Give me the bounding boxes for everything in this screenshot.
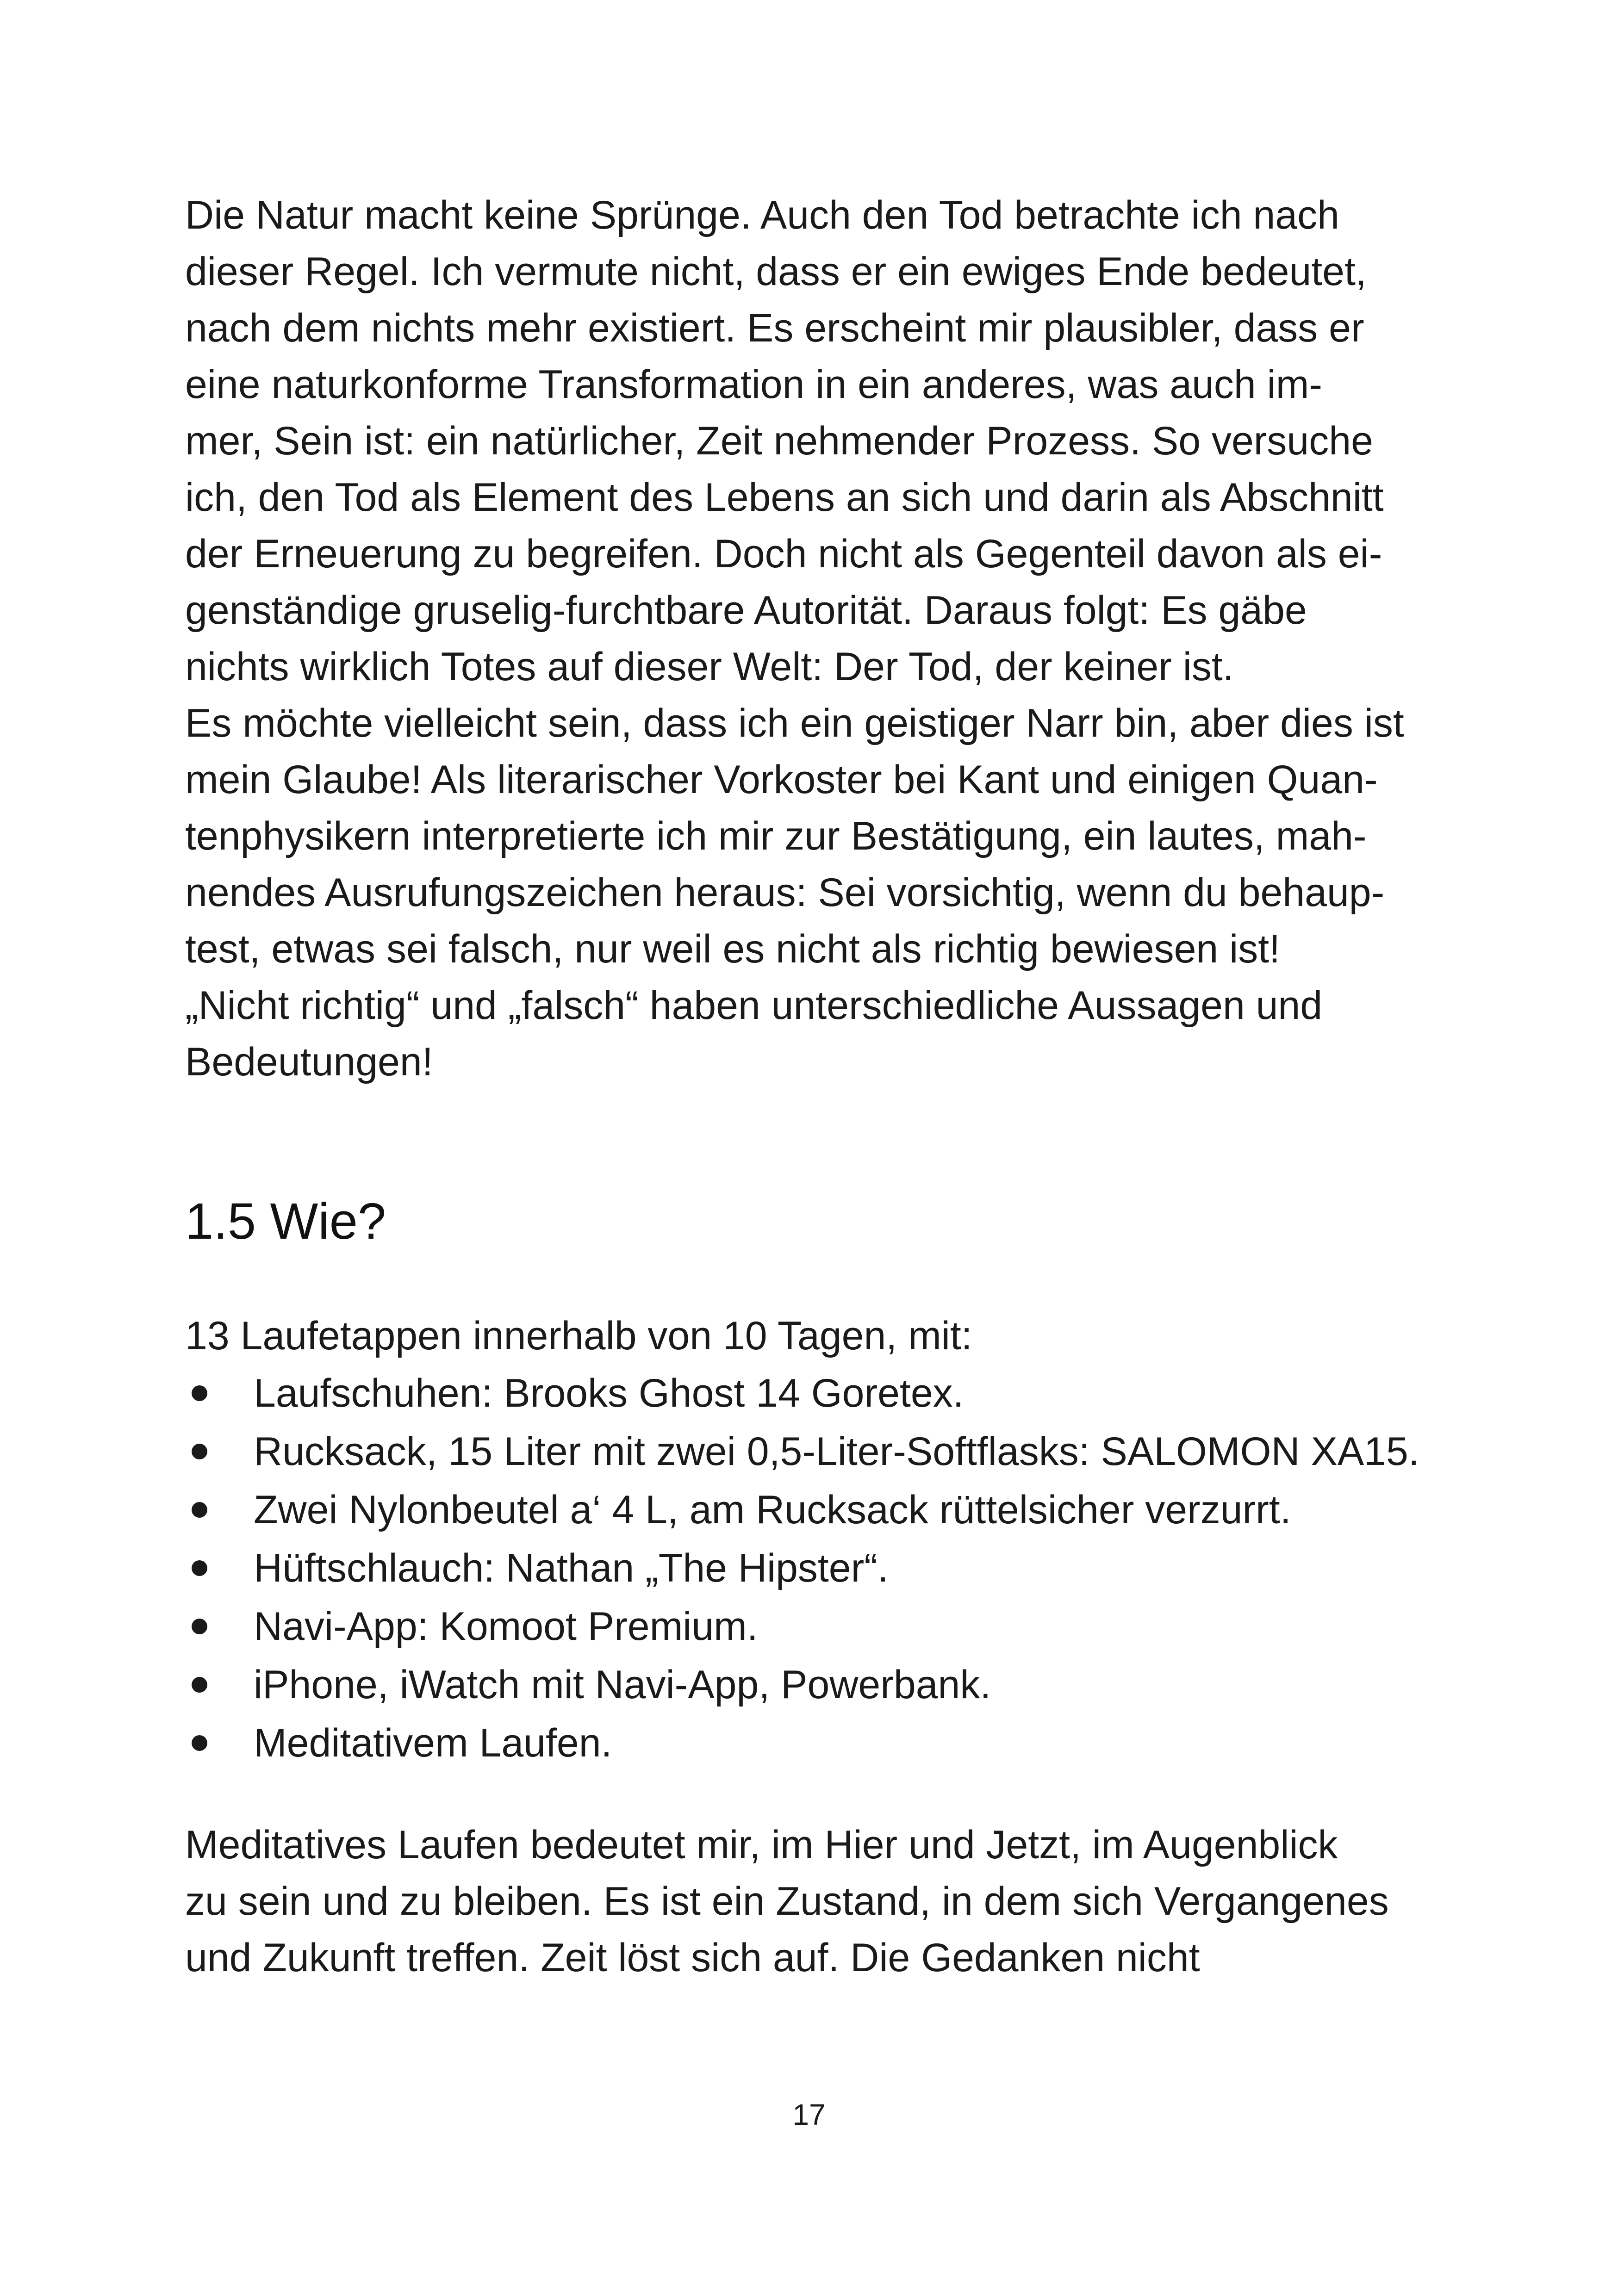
section-heading: 1.5 Wie? bbox=[185, 1193, 386, 1250]
section-intro: 13 Laufetappen innerhalb von 10 Tagen, mit: bbox=[185, 1314, 972, 1358]
bullet-icon bbox=[192, 1735, 207, 1751]
body-paragraph-meditative-running bbox=[185, 1817, 1462, 1986]
list-item-text: Meditativem Laufen. bbox=[254, 1721, 612, 1765]
bullet-icon bbox=[192, 1560, 207, 1576]
bullet-icon bbox=[192, 1677, 207, 1693]
text-line: test, etwas sei falsch, nur weil es nicht als richtig bewiesen ist! bbox=[185, 927, 1281, 971]
text-line: zu sein und zu bleiben. Es ist ein Zustand, in dem sich Vergangenes bbox=[185, 1879, 1389, 1924]
text-line: Bedeutungen! bbox=[185, 1040, 433, 1084]
text-line: genständige gruselig-furchtbare Autorität. Daraus folgt: Es gäbe bbox=[185, 588, 1307, 633]
text-line: mer, Sein ist: ein natürlicher, Zeit nehmender Prozess. So versuche bbox=[185, 419, 1373, 463]
text-line: ich, den Tod als Element des Lebens an sich und darin als Abschnitt bbox=[185, 475, 1384, 520]
bullet-icon bbox=[192, 1619, 207, 1634]
text-line: Die Natur macht keine Sprünge. Auch den Tod betrachte ich nach bbox=[185, 193, 1339, 237]
body-paragraph-death bbox=[185, 187, 1462, 1090]
bullet-icon bbox=[192, 1502, 207, 1518]
text-line: nichts wirklich Totes auf dieser Welt: Der Tod, der keiner ist. bbox=[185, 645, 1234, 689]
text-line: und Zukunft treffen. Zeit löst sich auf. Die Gedanken nicht bbox=[185, 1936, 1200, 1980]
bullet-icon bbox=[192, 1385, 207, 1401]
text-line: nendes Ausrufungszeichen heraus: Sei vorsichtig, wenn du behaup- bbox=[185, 870, 1385, 915]
text-line: nach dem nichts mehr existiert. Es erscheint mir plausibler, dass er bbox=[185, 306, 1364, 350]
text-line: Es möchte vielleicht sein, dass ich ein geistiger Narr bin, aber dies ist bbox=[185, 701, 1404, 745]
list-item-text: iPhone, iWatch mit Navi-App, Powerbank. bbox=[254, 1663, 991, 1707]
text-line: tenphysikern interpretierte ich mir zur Bestätigung, ein lautes, mah- bbox=[185, 814, 1367, 858]
text-line: mein Glaube! Als literarischer Vorkoster bei Kant und einigen Quan- bbox=[185, 757, 1378, 802]
list-item-text: Zwei Nylonbeutel a‘ 4 L, am Rucksack rüttelsicher verzurrt. bbox=[254, 1488, 1291, 1532]
text-line: eine naturkonforme Transformation in ein anderes, was auch im- bbox=[185, 362, 1323, 407]
list-item-text: Laufschuhen: Brooks Ghost 14 Goretex. bbox=[254, 1371, 964, 1415]
text-line: dieser Regel. Ich vermute nicht, dass er ein ewiges Ende bedeutet, bbox=[185, 249, 1367, 294]
list-item-text: Rucksack, 15 Liter mit zwei 0,5-Liter-Softflasks: SALOMON XA15. bbox=[254, 1429, 1419, 1474]
list-item-text: Hüftschlauch: Nathan „The Hipster“. bbox=[254, 1546, 889, 1590]
text-line: der Erneuerung zu begreifen. Doch nicht als Gegenteil davon als ei- bbox=[185, 532, 1382, 576]
list-item-text: Navi-App: Komoot Premium. bbox=[254, 1604, 758, 1649]
text-line: „Nicht richtig“ und „falsch“ haben unterschiedliche Aussagen und bbox=[185, 983, 1323, 1028]
page-number: 17 bbox=[792, 2098, 826, 2131]
bullet-icon bbox=[192, 1444, 207, 1459]
text-line: Meditatives Laufen bedeutet mir, im Hier und Jetzt, im Augenblick bbox=[185, 1823, 1338, 1867]
